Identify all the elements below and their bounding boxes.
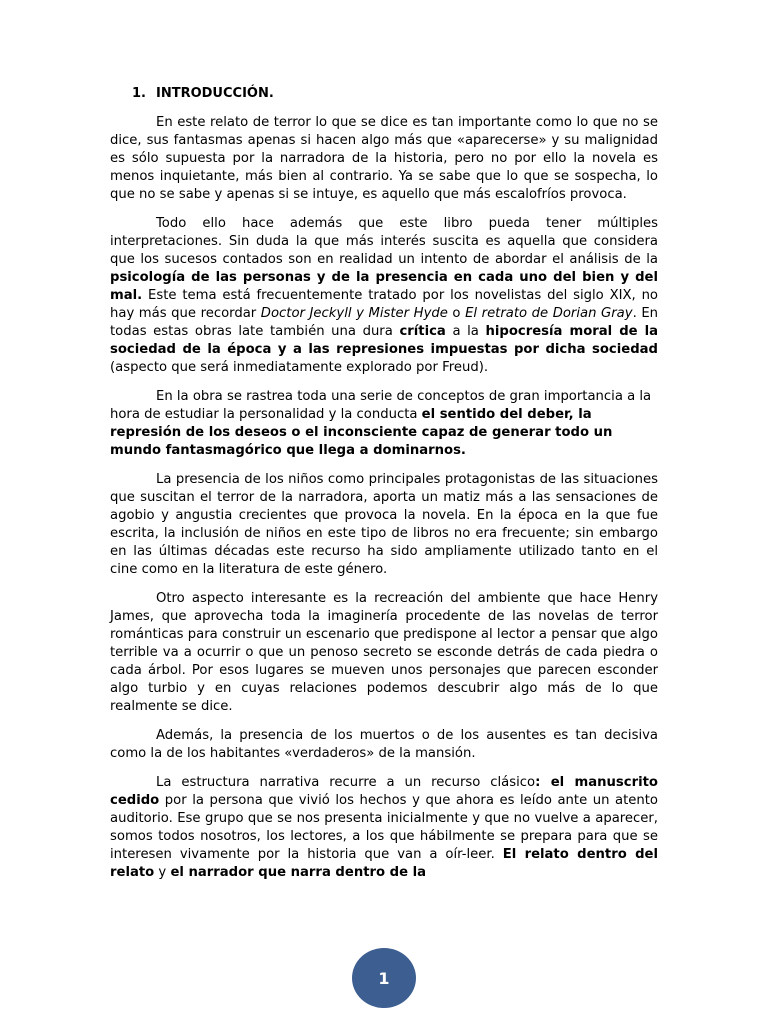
section-heading xyxy=(132,85,658,103)
bold-text: El relato dentro del relato xyxy=(110,847,659,880)
bold-text: hipocresía moral de la sociedad de la época y a las represiones impuestas por dicha sociedad xyxy=(110,324,659,357)
text-run: (aspecto que será inmediatamente explorado por Freud). xyxy=(110,360,489,375)
text-run: Además, la presencia de los muertos o de los ausentes es tan decisiva como la de los habitantes «verdaderos» de la mansión. xyxy=(110,728,658,761)
section-number: 1. xyxy=(132,86,146,101)
text-run: . En todas estas obras late también una dura xyxy=(110,306,659,339)
bold-text: crítica xyxy=(399,324,446,339)
paragraph xyxy=(110,471,658,579)
section-title: INTRODUCCIÓN. xyxy=(156,86,274,101)
text-run: En este relato de terror lo que se dice es tan importante como lo que no se dice, sus fantasmas apenas si hacen algo más que «aparecerse» y su malignidad es sólo supuesta por la narradora de la historia, pero no por ello la novela es menos inquietante, más bien al contrario. Ya se sabe que lo que se sospecha, lo que no se sabe y apenas si se intuye, es aquello que más escalofríos provoca. xyxy=(110,115,658,202)
bold-text: el sentido del deber, la represión de los deseos o el inconsciente capaz de generar todo un mundo fantasmagórico que llega a dominarnos. xyxy=(110,407,613,458)
paragraph xyxy=(110,590,658,716)
text-run: a la xyxy=(445,324,486,339)
text-run: Todo ello hace además que este libro pueda tener múltiples interpretaciones. Sin duda la que más interés suscita es aquella que considera que los sucesos contados son en realidad un intento de abordar el análisis de la xyxy=(110,216,658,267)
paragraph xyxy=(110,215,658,377)
document-body xyxy=(110,85,658,893)
text-run: Otro aspecto interesante es la recreación del ambiente que hace Henry James, que aprovecha toda la imaginería procedente de las novelas de terror románticas para construir un escenario que predispone al lector a pensar que algo terrible va a ocurrir o que un penoso secreto se esconde detrás de cada piedra o cada árbol. Por esos lugares se mueven unos personajes que parecen esconder algo turbio y en cuyas relaciones podemos descubrir algo más de lo que realmente se dice. xyxy=(110,591,658,714)
bold-text: psicología de las personas y de la presencia en cada uno del bien y del mal. xyxy=(110,270,658,303)
paragraph xyxy=(110,774,658,882)
paragraph xyxy=(110,114,658,204)
page-number-badge xyxy=(352,948,416,1008)
paragraph xyxy=(110,727,658,763)
text-run: y xyxy=(154,865,171,880)
text-run: La estructura narrativa recurre a un recurso clásico xyxy=(156,775,536,790)
text-run: Este tema está frecuentemente tratado por los novelistas del siglo XIX, no hay más que recordar xyxy=(110,288,658,321)
text-run: La presencia de los niños como principales protagonistas de las situaciones que suscitan el terror de la narradora, aporta un matiz más a las sensaciones de agobio y angustia crecientes que provoca la novela. En la época en la que fue escrita, la inclusión de niños en este tipo de libros no era frecuente; sin embargo en las últimas décadas este recurso ha sido ampliamente utilizado tanto en el cine como en la literatura de este género. xyxy=(110,472,658,577)
page-number: 1 xyxy=(378,968,390,988)
italic-text: El retrato de Dorian Gray xyxy=(465,306,633,321)
text-run: En la obra se rastrea toda una serie de conceptos de gran importancia a la hora de estudiar la personalidad y la conducta xyxy=(110,389,652,422)
text-run: o xyxy=(447,306,466,321)
italic-text: Doctor Jeckyll y Mister Hyde xyxy=(260,306,448,321)
bold-text: el narrador que narra dentro de la xyxy=(170,865,427,880)
text-run: por la persona que vivió los hechos y que ahora es leído ante un atento auditorio. Ese grupo que se nos presenta inicialmente y que no vuelve a aparecer, somos todos nosotros, los lectores, a los que hábilmente se prepara para que se interesen vivamente por la historia que van a oír-leer. xyxy=(110,793,658,862)
bold-text: : el manuscrito cedido xyxy=(110,775,658,808)
paragraph xyxy=(110,388,658,460)
